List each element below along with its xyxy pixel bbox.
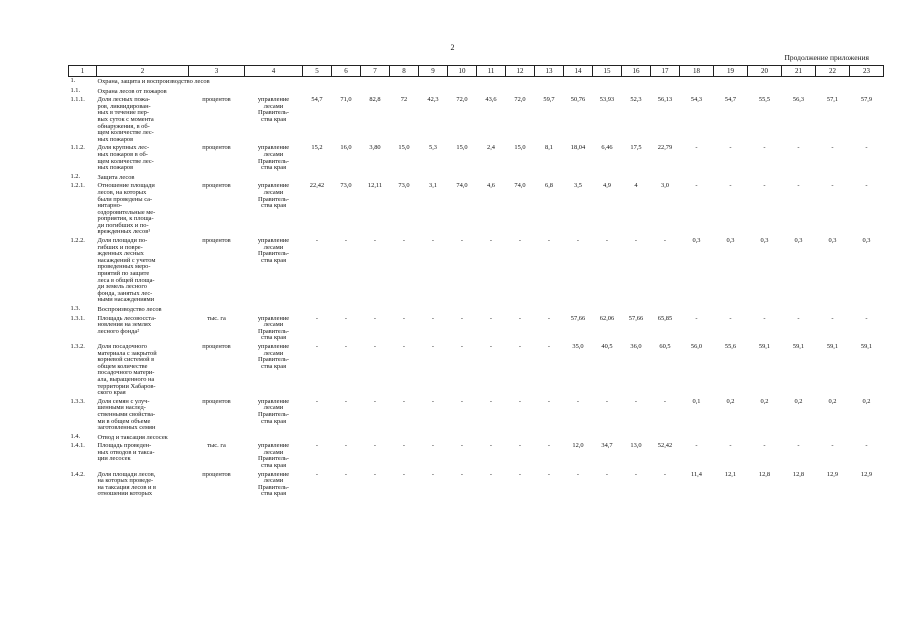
section-code: 1.3.: [70, 305, 81, 312]
indicator-value: -: [797, 144, 800, 152]
indicator-value: -: [797, 442, 800, 450]
indicator-value: -: [695, 314, 698, 322]
indicator-value: 71,0: [340, 96, 352, 104]
indicator-value: 50,76: [570, 96, 586, 104]
indicator-value: -: [518, 342, 522, 350]
indicator-unit: процентов: [202, 470, 231, 478]
indicator-value: -: [373, 442, 377, 450]
indicator-value: -: [460, 442, 464, 450]
indicator-value: 16,0: [340, 144, 352, 152]
indicator-value: -: [431, 397, 435, 405]
indicator-value: 52,3: [630, 96, 642, 104]
indicator-value: 22,79: [657, 144, 673, 152]
column-header: 17: [651, 66, 680, 77]
indicator-name: Доля посадочного материала с закрытой корневой системой в общем количестве посадочного матери- ала, выращенного на территории Хабаров- ского края: [97, 342, 157, 397]
indicator-value: -: [763, 144, 766, 152]
indicator-value: 0,3: [828, 237, 837, 245]
indicator-value: 62,06: [599, 314, 615, 322]
indicator-value: -: [547, 237, 551, 245]
indicator-value: -: [344, 314, 348, 322]
section-code: 1.4.: [70, 432, 81, 440]
indicator-value: -: [489, 314, 493, 322]
indicator-value: -: [315, 314, 319, 322]
indicator-value: 12,9: [860, 470, 873, 478]
indicator-value: 15,0: [456, 144, 468, 152]
section-title: Охрана лесов от пожаров: [97, 87, 167, 95]
indicator-value: -: [865, 182, 868, 190]
indicator-value: 60,5: [659, 342, 671, 350]
indicator-value: 35,0: [572, 342, 584, 350]
indicator-value: 74,0: [514, 182, 526, 190]
indicator-value: -: [831, 314, 834, 322]
indicator-unit: процентов: [202, 237, 231, 245]
column-header: 4: [245, 66, 303, 77]
indicator-value: 11,4: [691, 470, 702, 478]
indicator-value: -: [547, 397, 551, 405]
indicator-value: -: [315, 342, 319, 350]
indicator-value: -: [460, 342, 464, 350]
indicator-value: 74,0: [456, 182, 468, 190]
indicator-code: 1.1.1.: [70, 96, 85, 104]
indicator-value: -: [729, 144, 732, 152]
indicator-value: -: [518, 397, 522, 405]
table-row: [69, 237, 884, 305]
table-row: [69, 315, 884, 343]
indicator-value: 73,0: [340, 182, 352, 190]
indicator-value: 0,3: [794, 237, 803, 245]
indicator-name: Доля семян с улуч- шенными наслед- ственными свойства- ми в общем объеме заготовленных семян: [97, 397, 156, 432]
indicator-value: -: [344, 342, 348, 350]
indicator-value: 40,5: [601, 342, 613, 350]
indicator-value: -: [315, 442, 319, 450]
responsible-executor: управление лесами Правитель- ства края: [257, 442, 290, 470]
indicator-value: -: [518, 314, 522, 322]
indicator-value: 57,66: [628, 314, 644, 322]
table-row: [69, 343, 884, 398]
section-header-row: [69, 173, 884, 183]
section-code: 1.2.: [70, 172, 81, 180]
column-header: 2: [97, 66, 189, 77]
section-title: Отвод и таксация лесосек: [97, 433, 168, 441]
indicator-value: -: [402, 470, 406, 478]
indicator-value: -: [460, 237, 464, 245]
indicator-unit: процентов: [202, 96, 231, 104]
section-header-row: [69, 305, 884, 315]
indicator-value: -: [431, 470, 435, 478]
indicator-value: 12,8: [758, 470, 771, 478]
indicator-value: -: [763, 314, 766, 322]
indicator-value: 54,7: [311, 96, 323, 104]
table-row: [69, 96, 884, 144]
continuation-caption: Продолжение приложения: [784, 53, 869, 62]
section-title: Воспроизводство лесов: [97, 306, 162, 313]
indicator-value: 0,3: [862, 237, 871, 245]
responsible-executor: управление лесами Правитель- ства края: [257, 470, 290, 498]
indicator-value: -: [373, 342, 377, 350]
indicator-value: 4,6: [487, 182, 495, 190]
section-code: 1.: [70, 77, 76, 84]
indicator-value: 53,93: [599, 96, 615, 104]
indicator-value: 0,3: [760, 237, 769, 245]
indicator-value: 13,0: [630, 442, 642, 450]
indicator-value: -: [402, 442, 406, 450]
indicator-name: Площадь лесовосста- новления на землях лесного фонда²: [97, 314, 157, 335]
indicator-value: -: [831, 442, 834, 450]
indicator-value: 52,42: [657, 442, 673, 450]
indicator-value: -: [605, 397, 609, 405]
indicator-code: 1.3.3.: [70, 397, 85, 405]
indicator-value: -: [402, 314, 406, 322]
indicator-value: -: [518, 470, 522, 478]
column-header: 10: [448, 66, 477, 77]
responsible-executor: управление лесами Правитель- ства края: [257, 96, 290, 123]
indicator-value: -: [797, 182, 800, 190]
table-row: [69, 398, 884, 433]
indicator-value: -: [518, 237, 522, 245]
responsible-executor: управление лесами Правитель- ства края: [257, 237, 290, 264]
indicator-unit: процентов: [202, 397, 231, 405]
column-number-header-row: [69, 66, 884, 77]
indicator-unit: процентов: [202, 182, 231, 190]
column-header: 22: [816, 66, 850, 77]
indicator-value: 6,46: [601, 144, 613, 152]
indicator-value: -: [763, 182, 766, 190]
indicator-value: 15,0: [514, 144, 526, 152]
indicator-value: -: [547, 442, 551, 450]
responsible-executor: управление лесами Правитель- ства края: [257, 314, 290, 342]
indicator-value: 57,66: [570, 314, 586, 322]
indicator-value: 59,1: [758, 342, 771, 350]
indicator-value: -: [695, 442, 698, 450]
indicator-value: -: [460, 314, 464, 322]
indicator-value: -: [663, 470, 667, 478]
indicator-value: 6,8: [545, 182, 553, 190]
indicator-code: 1.2.1.: [70, 182, 85, 190]
indicator-value: 18,04: [570, 144, 586, 152]
indicator-value: 12,0: [572, 442, 584, 450]
indicator-value: -: [402, 237, 406, 245]
indicator-value: 15,0: [398, 144, 410, 152]
column-header: 16: [622, 66, 651, 77]
indicator-unit: процентов: [202, 144, 231, 152]
indicator-value: 59,1: [860, 342, 873, 350]
indicator-name: Доля лесных пожа- ров, ликвидирован- ных в течение пер- вых суток с момента обнаружения, в об- щем количестве лес- ных пожаров: [97, 96, 154, 143]
indicator-value: -: [373, 237, 377, 245]
indicator-value: -: [373, 314, 377, 322]
indicator-name: Площадь проведен- ных отводов и такса- ции лесосек: [97, 442, 155, 463]
indicator-value: -: [489, 342, 493, 350]
indicator-value: 73,0: [398, 182, 410, 190]
responsible-executor: управление лесами Правитель- ства края: [257, 342, 290, 370]
column-header: 23: [850, 66, 884, 77]
indicator-value: -: [865, 144, 868, 152]
responsible-executor: управление лесами Правитель- ства края: [257, 144, 290, 172]
indicator-value: 42,3: [427, 96, 439, 104]
indicator-value: 12,1: [724, 470, 737, 478]
indicator-value: -: [402, 397, 406, 405]
indicator-name: Доля площади по- гибших и повре- жденных лесных насаждений с учетом проведенных меро- приятий по защите леса в общей площа- ди земель лесного фонда, занятых лес- ными насаждениями: [97, 237, 156, 304]
indicator-value: 56,0: [690, 342, 703, 350]
column-header: 12: [506, 66, 535, 77]
indicator-value: -: [831, 182, 834, 190]
indicator-value: -: [729, 182, 732, 190]
indicator-value: 54,3: [690, 96, 703, 104]
column-header: 15: [593, 66, 622, 77]
indicator-code: 1.2.2.: [70, 237, 85, 245]
indicator-value: 0,2: [794, 397, 803, 405]
indicator-value: -: [576, 397, 580, 405]
indicator-value: -: [663, 397, 667, 405]
indicator-code: 1.3.2.: [70, 342, 85, 350]
indicator-value: 0,1: [692, 397, 701, 405]
indicator-value: -: [865, 314, 868, 322]
indicator-value: -: [489, 470, 493, 478]
indicator-value: 72,0: [514, 96, 526, 104]
section-header-row: [69, 433, 884, 443]
indicator-value: -: [344, 470, 348, 478]
table-row: [69, 144, 884, 172]
indicator-value: 59,1: [826, 342, 839, 350]
indicator-value: 57,9: [860, 96, 873, 104]
indicator-value: 54,7: [724, 96, 737, 104]
indicator-value: 72,0: [456, 96, 468, 104]
indicator-value: 3,80: [369, 144, 381, 152]
indicator-value: 8,1: [545, 144, 553, 152]
column-header: 14: [564, 66, 593, 77]
indicator-value: -: [460, 397, 464, 405]
indicator-value: 55,5: [758, 96, 771, 104]
indicator-value: -: [431, 342, 435, 350]
indicator-unit: процентов: [202, 342, 231, 350]
column-header: 8: [390, 66, 419, 77]
column-header: 21: [782, 66, 816, 77]
responsible-executor: управление лесами Правитель- ства края: [257, 397, 290, 425]
indicator-value: 0,2: [760, 397, 769, 405]
indicator-value: -: [344, 237, 348, 245]
indicator-value: -: [489, 397, 493, 405]
column-header: 13: [535, 66, 564, 77]
section-code: 1.1.: [70, 86, 81, 94]
indicator-value: -: [489, 442, 493, 450]
indicator-value: 0,2: [726, 397, 735, 405]
indicator-value: 56,3: [792, 96, 805, 104]
page-number: 2: [450, 43, 455, 52]
indicator-value: -: [729, 442, 732, 450]
indicator-value: -: [315, 470, 319, 478]
section-title: Защита лесов: [97, 173, 135, 181]
table-body: [69, 77, 884, 500]
section-header-row: [69, 77, 884, 87]
indicators-table: [68, 65, 884, 499]
indicator-value: -: [547, 314, 551, 322]
indicator-value: 59,7: [543, 96, 555, 104]
indicator-value: 65,85: [657, 314, 673, 322]
column-header: 6: [332, 66, 361, 77]
section-title: Охрана, защита и воспроизводство лесов: [97, 78, 210, 85]
table-row: [69, 182, 884, 237]
indicator-value: 56,13: [657, 96, 673, 104]
indicator-value: -: [518, 442, 522, 450]
column-header: 5: [303, 66, 332, 77]
indicator-value: -: [373, 470, 377, 478]
indicator-value: 0,2: [828, 397, 837, 405]
indicator-value: -: [865, 442, 868, 450]
column-header: 20: [748, 66, 782, 77]
column-header: 19: [714, 66, 748, 77]
column-header: 1: [69, 66, 97, 77]
column-header: 11: [477, 66, 506, 77]
indicator-code: 1.4.1.: [70, 442, 85, 450]
indicator-value: -: [634, 397, 638, 405]
indicator-value: 59,1: [792, 342, 805, 350]
indicator-value: -: [729, 314, 732, 322]
indicator-value: 43,6: [485, 96, 497, 104]
indicator-value: -: [695, 144, 698, 152]
column-header: 9: [419, 66, 448, 77]
indicator-value: -: [431, 442, 435, 450]
indicator-value: 0,3: [726, 237, 735, 245]
indicator-value: 57,1: [826, 96, 839, 104]
indicator-value: -: [344, 442, 348, 450]
responsible-executor: управление лесами Правитель- ства края: [257, 182, 290, 210]
indicator-value: 72: [400, 96, 408, 104]
indicator-value: 3,5: [574, 182, 582, 190]
indicator-value: -: [460, 470, 464, 478]
indicator-value: 0,3: [692, 237, 701, 245]
indicator-code: 1.4.2.: [70, 470, 85, 478]
indicator-value: 17,5: [630, 144, 642, 152]
table-row: [69, 471, 884, 499]
indicator-value: 82,8: [369, 96, 381, 104]
indicator-code: 1.1.2.: [70, 144, 85, 152]
indicator-unit: тыс. га: [207, 314, 226, 322]
indicator-value: -: [547, 342, 551, 350]
indicator-value: -: [695, 182, 698, 190]
indicator-value: -: [315, 237, 319, 245]
indicator-value: -: [344, 397, 348, 405]
column-header: 7: [361, 66, 390, 77]
indicator-value: 55,6: [724, 342, 737, 350]
indicator-value: -: [373, 397, 377, 405]
indicator-value: -: [576, 237, 580, 245]
indicator-value: 36,0: [630, 342, 642, 350]
indicator-value: -: [576, 470, 580, 478]
indicator-value: -: [634, 470, 638, 478]
indicator-name: Доля площади лесов, на которых проведе- на таксация лесов и в отношении которых: [97, 470, 157, 498]
table-row: [69, 442, 884, 470]
indicator-name: Доля крупных лес- ных пожаров в об- щем количестве лес- ных пожаров: [97, 144, 154, 172]
indicator-value: 5,3: [429, 144, 437, 152]
column-header: 3: [189, 66, 245, 77]
indicator-value: -: [831, 144, 834, 152]
indicator-value: 12,11: [367, 182, 383, 190]
indicator-value: 2,4: [487, 144, 495, 152]
indicator-value: -: [663, 237, 667, 245]
indicator-value: 12,9: [826, 470, 839, 478]
indicator-value: -: [605, 470, 609, 478]
indicator-value: 34,7: [601, 442, 613, 450]
indicator-value: 3,0: [661, 182, 669, 190]
indicator-value: -: [634, 237, 638, 245]
indicator-value: -: [402, 342, 406, 350]
section-header-row: [69, 87, 884, 97]
indicator-value: -: [763, 442, 766, 450]
indicator-value: -: [431, 237, 435, 245]
indicator-value: -: [605, 237, 609, 245]
indicator-value: -: [489, 237, 493, 245]
indicator-value: -: [547, 470, 551, 478]
indicator-value: 12,8: [792, 470, 805, 478]
indicator-code: 1.3.1.: [70, 314, 85, 322]
indicator-value: 22,42: [309, 182, 325, 190]
indicator-unit: тыс. га: [207, 442, 226, 450]
indicator-value: 15,2: [311, 144, 323, 152]
indicator-value: 4: [634, 182, 638, 190]
indicator-value: -: [315, 397, 319, 405]
column-header: 18: [680, 66, 714, 77]
indicator-name: Отношение площади лесов, на которых были проведены са- нитарно- оздоровительные ме- роприятия, к площа- ди погибших и по- врежденных лесов¹: [97, 182, 156, 236]
indicator-value: -: [797, 314, 800, 322]
indicator-value: 3,1: [429, 182, 437, 190]
indicator-value: 4,9: [603, 182, 611, 190]
indicator-value: 0,2: [862, 397, 871, 405]
indicator-value: -: [431, 314, 435, 322]
